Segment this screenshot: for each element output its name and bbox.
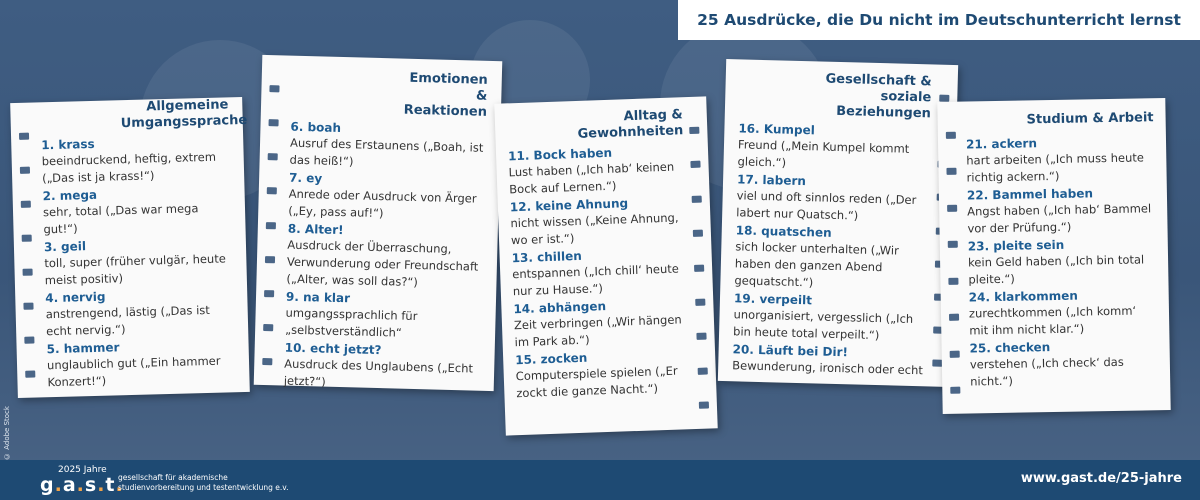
list-item [736, 172, 929, 226]
logo-dot: . [54, 474, 63, 496]
entry-term: 22. Bammel haben [966, 186, 1094, 203]
entry-description: unorganisiert, vergesslich („Ich bin heute total verpeilt.“) [732, 307, 914, 343]
logo-tagline-line: studienvorbereitung und testentwicklung e.v. [118, 483, 289, 492]
entry-description: Bewunderung, ironisch oder echt [732, 358, 924, 378]
entry-description: Ausdruck der Überraschung, Verwunderung oder Freundschaft („Alter, was soll das?“) [286, 237, 479, 290]
entry-description: unglaublich gut („Ein hammer Konzert!“) [46, 353, 221, 390]
list-item [737, 121, 930, 175]
note-allgemeine-umgangssprache [10, 97, 250, 398]
list-item [969, 287, 1158, 339]
entry-term: 24. klarkommen [968, 288, 1078, 305]
title-banner [678, 0, 1200, 40]
entry-description: Computerspiele spielen („Er zockt die ganze Nacht.“) [515, 363, 678, 401]
logo-letter: t [105, 474, 116, 496]
website-link[interactable]: www.gast.de/25-jahre [1020, 471, 1182, 486]
entry-description: Ausdruck des Unglaubens („Echt jetzt?“) [283, 356, 474, 389]
entry-term: 2. mega [42, 187, 98, 204]
entry-description: sehr, total („Das war mega gut!“) [42, 201, 199, 237]
entry-description: umgangssprachlich für „selbstverständlich“ [284, 305, 418, 340]
entry-description: Lust haben („Ich hab‘ keinen Bock auf Lernen.“) [508, 159, 675, 197]
note-heading: Emotionen & Reaktionen [403, 70, 488, 120]
list-item [288, 171, 485, 225]
note-heading: Allgemeine Umgangssprache [120, 97, 248, 132]
entry-description: kein Geld haben („Ich bin total pleite.“) [967, 252, 1145, 287]
list-item [733, 291, 926, 345]
entry-term: 3. geil [43, 239, 87, 255]
list-item [284, 341, 481, 395]
entry-term: 4. nervig [45, 289, 106, 306]
page-title: 25 Ausdrücke, die Du nicht im Deutschunterricht lernst [697, 11, 1181, 29]
list-item [45, 286, 234, 340]
entry-term: 17. labern [736, 172, 807, 189]
entry-term: 1. krass [41, 136, 95, 153]
note-alltag-gewohnheiten [494, 96, 717, 435]
gast-logo[interactable] [40, 474, 124, 496]
note-heading: Alltag & Gewohnheiten [577, 107, 684, 142]
entry-description: Zeit verbringen („Wir hängen im Park ab.“) [513, 312, 682, 350]
entry-term: 8. Alter! [287, 221, 344, 238]
note-emotionen-reaktionen [254, 55, 503, 391]
list-item [41, 133, 230, 187]
entry-term: 23. pleite sein [967, 237, 1065, 254]
list-item [732, 342, 925, 379]
footer-bar [0, 460, 1200, 500]
list-item [734, 223, 928, 294]
entry-description: Freund („Mein Kumpel kommt gleich.“) [737, 137, 910, 170]
entry-term: 9. na klar [285, 289, 351, 306]
entry-term: 7. ey [288, 170, 323, 186]
entry-term: 18. quatschen [735, 223, 832, 240]
list-item [515, 347, 693, 402]
list-item [46, 337, 235, 391]
logo-letter: g [40, 474, 55, 496]
list-item [289, 120, 486, 174]
entry-term: 6. boah [290, 119, 342, 135]
entry-term: 14. abhängen [513, 299, 607, 317]
list-item [42, 184, 231, 238]
list-item [969, 338, 1158, 390]
entry-term: 11. Bock haben [507, 145, 613, 164]
entry-term: 25. checken [969, 340, 1051, 356]
logo-tagline [118, 473, 289, 493]
logo-dot: . [115, 474, 124, 496]
note-heading: Studium & Arbeit [1026, 110, 1154, 128]
note-heading: Gesellschaft & soziale Beziehungen [825, 71, 932, 122]
list-item [967, 185, 1156, 237]
entry-term: 20. Läuft bei Dir! [732, 342, 849, 360]
list-item [286, 222, 484, 293]
note-studium-arbeit [937, 98, 1170, 414]
logo-dot: . [97, 474, 106, 496]
list-item [508, 143, 686, 198]
entry-term: 15. zocken [514, 350, 588, 368]
entry-term: 5. hammer [46, 340, 120, 357]
logo-tagline-line: gesellschaft für akademische [118, 473, 228, 482]
entry-description: entspannen („Ich chill‘ heute nur zu Hause.“) [511, 261, 680, 299]
entry-term: 16. Kumpel [738, 121, 816, 138]
list-item [285, 290, 482, 344]
entry-term: 21. ackern [965, 136, 1038, 152]
logo-letter: s [84, 474, 98, 496]
logo-letter: a [62, 474, 77, 496]
logo-dot: . [76, 474, 85, 496]
list-item [966, 134, 1155, 186]
entry-description: Ausruf des Erstaunens („Boah, ist das heiß!“) [289, 135, 484, 169]
logo-years: 2025 Jahre [58, 465, 107, 475]
entry-description: Angst haben („Ich hab‘ Bammel vor der Prüfung.“) [967, 201, 1152, 236]
note-gesellschaft-beziehungen [718, 59, 958, 387]
entry-term: 13. chillen [511, 248, 582, 266]
entry-description: beeindruckend, heftig, extrem („Das ist ja krass!“) [41, 149, 217, 186]
entry-description: anstrengend, lästig („Das ist echt nervig.“) [45, 302, 210, 339]
entry-description: hart arbeiten („Ich muss heute richtig ackern.“) [966, 150, 1144, 185]
entry-term: 10. echt jetzt? [284, 340, 382, 358]
list-item [513, 296, 691, 351]
list-item [44, 235, 233, 289]
entry-description: nicht wissen („Keine Ahnung, wo er ist.“) [510, 210, 679, 248]
entry-description: viel und oft sinnlos reden („Der labert nur Quatsch.“) [736, 188, 917, 223]
entry-description: zurechtkommen („Ich komm‘ mit ihm nicht klar.“) [968, 303, 1137, 338]
list-item [511, 245, 689, 300]
entry-description: toll, super (früher vulgär, heute meist positiv) [44, 251, 227, 288]
entry-description: sich locker unterhalten („Wir haben den ganzen Abend gequatscht.“) [734, 239, 900, 290]
entry-description: Anrede oder Ausdruck von Ärger („Ey, pass auf!“) [288, 186, 477, 221]
photo-credit: © Adobe Stock [3, 406, 11, 460]
entry-term: 12. keine Ahnung [509, 196, 629, 215]
entry-description: verstehen („Ich check‘ das nicht.“) [969, 354, 1124, 389]
list-item [968, 236, 1157, 288]
entry-term: 19. verpeilt [733, 291, 813, 308]
list-item [510, 194, 688, 249]
